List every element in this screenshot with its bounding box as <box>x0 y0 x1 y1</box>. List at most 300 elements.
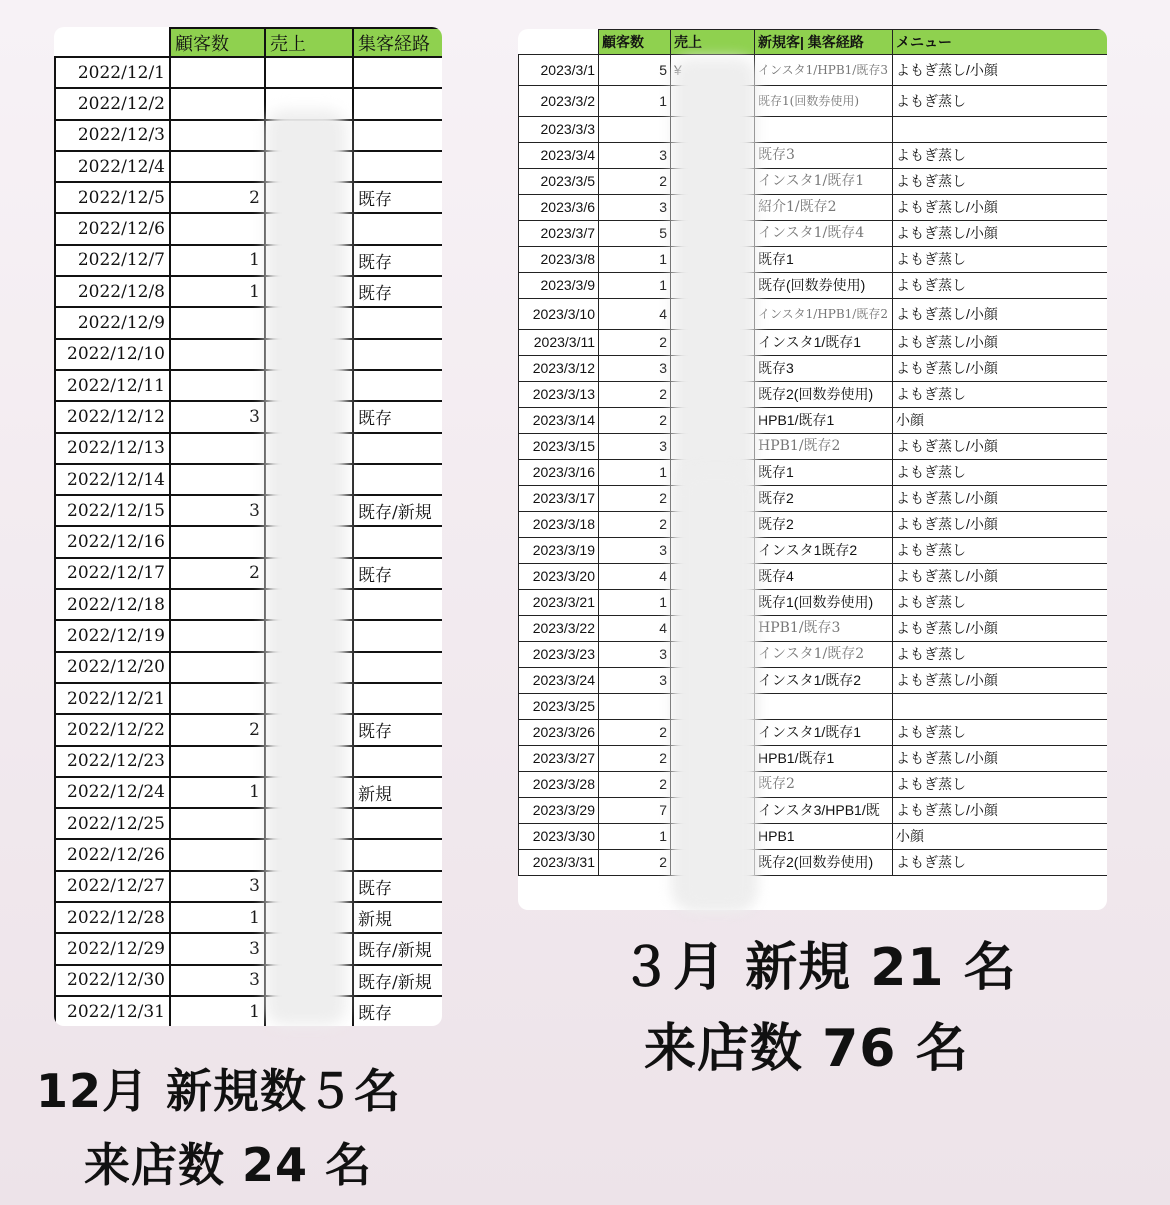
table-row <box>55 276 442 307</box>
date-cell: 2023/3/20 <box>519 564 599 590</box>
customer-count-cell: 2 <box>170 714 265 745</box>
date-cell: 2022/12/24 <box>55 777 170 808</box>
menu-cell: よもぎ蒸し <box>893 247 1108 273</box>
customer-count-cell <box>170 213 265 244</box>
acquisition-route-cell <box>353 839 442 870</box>
march-table <box>518 29 1107 876</box>
acquisition-route-cell: インスタ1/既存4 <box>755 221 893 247</box>
acquisition-route-cell: 既存3 <box>755 143 893 169</box>
menu-cell: よもぎ蒸し <box>893 382 1108 408</box>
table-row <box>55 777 442 808</box>
table-row <box>519 720 1108 746</box>
table-row <box>519 330 1108 356</box>
date-cell: 2022/12/22 <box>55 714 170 745</box>
acquisition-route-cell <box>353 57 442 88</box>
column-header: 売上 <box>265 28 353 57</box>
date-cell: 2022/12/13 <box>55 433 170 464</box>
acquisition-route-cell <box>353 307 442 338</box>
acquisition-route-cell: 既存2 <box>755 486 893 512</box>
acquisition-route-cell: インスタ1/既存1 <box>755 330 893 356</box>
date-cell: 2022/12/21 <box>55 683 170 714</box>
table-row <box>55 965 442 996</box>
customer-count-cell <box>170 151 265 182</box>
table-row <box>55 558 442 589</box>
date-cell: 2023/3/27 <box>519 746 599 772</box>
acquisition-route-cell: インスタ1/HPB1/既存3 <box>755 55 893 86</box>
date-cell: 2022/12/1 <box>55 57 170 88</box>
acquisition-route-cell: 紹介1/既存2 <box>755 195 893 221</box>
acquisition-route-cell <box>353 652 442 683</box>
customer-count-cell <box>170 620 265 651</box>
date-cell: 2022/12/9 <box>55 307 170 338</box>
table-row <box>519 221 1108 247</box>
acquisition-route-cell: HPB1/既存1 <box>755 408 893 434</box>
acquisition-route-cell <box>353 120 442 151</box>
acquisition-route-cell: 既存 <box>353 276 442 307</box>
table-row <box>55 871 442 902</box>
table-row <box>519 772 1108 798</box>
acquisition-route-cell <box>353 464 442 495</box>
customer-count-cell: 4 <box>599 564 671 590</box>
column-header: メニュー <box>893 30 1108 55</box>
menu-cell: よもぎ蒸し/小顔 <box>893 195 1108 221</box>
acquisition-route-cell <box>353 683 442 714</box>
table-row <box>519 642 1108 668</box>
customer-count-cell: 2 <box>599 330 671 356</box>
table-row <box>519 668 1108 694</box>
table-row <box>55 902 442 933</box>
column-header: 顧客数 <box>599 30 671 55</box>
date-cell: 2023/3/31 <box>519 850 599 876</box>
customer-count-cell <box>170 464 265 495</box>
customer-count-cell <box>170 433 265 464</box>
menu-cell: 小顔 <box>893 408 1108 434</box>
customer-count-cell: 1 <box>170 777 265 808</box>
table-row <box>519 408 1108 434</box>
date-cell: 2023/3/2 <box>519 86 599 117</box>
acquisition-route-cell: HPB1 <box>755 824 893 850</box>
customer-count-cell <box>170 526 265 557</box>
march-sheet <box>518 29 1107 910</box>
table-row <box>55 746 442 777</box>
header-row <box>519 30 1108 55</box>
acquisition-route-cell: 既存2(回数券使用) <box>755 382 893 408</box>
date-cell: 2023/3/12 <box>519 356 599 382</box>
customer-count-cell: 4 <box>599 616 671 642</box>
menu-cell: よもぎ蒸し <box>893 169 1108 195</box>
header-row <box>55 28 442 57</box>
menu-cell: よもぎ蒸し <box>893 143 1108 169</box>
table-row <box>55 401 442 432</box>
table-row <box>55 996 442 1026</box>
acquisition-route-cell: 既存 <box>353 401 442 432</box>
column-header: 顧客数 <box>170 28 265 57</box>
customer-count-cell: 2 <box>599 408 671 434</box>
date-cell: 2022/12/28 <box>55 902 170 933</box>
menu-cell: よもぎ蒸し/小顔 <box>893 356 1108 382</box>
date-cell: 2022/12/20 <box>55 652 170 683</box>
acquisition-route-cell <box>353 88 442 119</box>
table-row <box>55 933 442 964</box>
customer-count-cell <box>599 117 671 143</box>
table-row <box>55 808 442 839</box>
customer-count-cell: 2 <box>599 772 671 798</box>
customer-count-cell <box>170 808 265 839</box>
date-cell: 2023/3/4 <box>519 143 599 169</box>
acquisition-route-cell <box>353 151 442 182</box>
customer-count-cell: 1 <box>170 996 265 1026</box>
customer-count-cell: 2 <box>599 850 671 876</box>
date-cell: 2023/3/18 <box>519 512 599 538</box>
header-corner <box>55 28 170 57</box>
acquisition-route-cell: インスタ1/既存1 <box>755 720 893 746</box>
customer-count-cell <box>170 307 265 338</box>
table-row <box>519 512 1108 538</box>
acquisition-route-cell <box>353 620 442 651</box>
date-cell: 2022/12/12 <box>55 401 170 432</box>
menu-cell: よもぎ蒸し/小顔 <box>893 616 1108 642</box>
acquisition-route-cell <box>353 339 442 370</box>
table-row <box>519 460 1108 486</box>
acquisition-route-cell: 既存1 <box>755 247 893 273</box>
menu-cell: よもぎ蒸し/小顔 <box>893 798 1108 824</box>
table-row <box>55 495 442 526</box>
acquisition-route-cell: 既存/新規 <box>353 933 442 964</box>
date-cell: 2023/3/26 <box>519 720 599 746</box>
table-row <box>55 307 442 338</box>
menu-cell: よもぎ蒸し <box>893 86 1108 117</box>
customer-count-cell <box>170 589 265 620</box>
date-cell: 2023/3/17 <box>519 486 599 512</box>
table-row <box>55 339 442 370</box>
table-row <box>519 590 1108 616</box>
customer-count-cell: 3 <box>170 871 265 902</box>
customer-count-cell: 2 <box>599 720 671 746</box>
acquisition-route-cell: HPB1/既存3 <box>755 616 893 642</box>
acquisition-route-cell: インスタ3/HPB1/既 <box>755 798 893 824</box>
table-row <box>519 117 1108 143</box>
acquisition-route-cell: 既存 <box>353 871 442 902</box>
table-row <box>519 299 1108 330</box>
acquisition-route-cell: 新規 <box>353 902 442 933</box>
table-row <box>55 151 442 182</box>
acquisition-route-cell: 既存 <box>353 182 442 213</box>
customer-count-cell: 1 <box>599 590 671 616</box>
customer-count-cell: 1 <box>170 245 265 276</box>
customer-count-cell: 3 <box>599 195 671 221</box>
acquisition-route-cell: 既存/新規 <box>353 495 442 526</box>
date-cell: 2022/12/17 <box>55 558 170 589</box>
menu-cell: よもぎ蒸し/小顔 <box>893 512 1108 538</box>
table-row <box>519 382 1108 408</box>
acquisition-route-cell <box>755 694 893 720</box>
date-cell: 2023/3/11 <box>519 330 599 356</box>
table-row <box>519 247 1108 273</box>
table-row <box>519 486 1108 512</box>
customer-count-cell <box>170 652 265 683</box>
menu-cell: よもぎ蒸し <box>893 772 1108 798</box>
column-header: 集客経路 <box>353 28 442 57</box>
customer-count-cell: 2 <box>599 169 671 195</box>
acquisition-route-cell <box>353 808 442 839</box>
sales-cell <box>265 57 353 88</box>
customer-count-cell <box>170 683 265 714</box>
table-row <box>519 746 1108 772</box>
march-caption-new: ３月 新規 21 名 <box>620 938 1017 998</box>
table-row <box>55 652 442 683</box>
acquisition-route-cell <box>755 117 893 143</box>
acquisition-route-cell <box>353 746 442 777</box>
acquisition-route-cell: HPB1/既存1 <box>755 746 893 772</box>
menu-cell: よもぎ蒸し/小顔 <box>893 330 1108 356</box>
customer-count-cell <box>170 746 265 777</box>
menu-cell: よもぎ蒸し <box>893 460 1108 486</box>
acquisition-route-cell <box>353 526 442 557</box>
table-row <box>55 683 442 714</box>
customer-count-cell: 5 <box>599 55 671 86</box>
customer-count-cell <box>170 88 265 119</box>
date-cell: 2022/12/25 <box>55 808 170 839</box>
sales-blur-overlay <box>680 470 752 910</box>
customer-count-cell: 1 <box>170 276 265 307</box>
customer-count-cell: 7 <box>599 798 671 824</box>
customer-count-cell: 3 <box>599 434 671 460</box>
date-cell: 2023/3/15 <box>519 434 599 460</box>
date-cell: 2023/3/1 <box>519 55 599 86</box>
menu-cell: よもぎ蒸し/小顔 <box>893 746 1108 772</box>
acquisition-route-cell <box>353 589 442 620</box>
acquisition-route-cell: 既存 <box>353 996 442 1026</box>
acquisition-route-cell: 既存1 <box>755 460 893 486</box>
table-row <box>55 839 442 870</box>
table-row <box>519 850 1108 876</box>
table-row <box>519 824 1108 850</box>
date-cell: 2023/3/5 <box>519 169 599 195</box>
menu-cell: よもぎ蒸し <box>893 273 1108 299</box>
date-cell: 2022/12/7 <box>55 245 170 276</box>
december-caption-new: 12月 新規数５名 <box>36 1064 402 1118</box>
menu-cell: よもぎ蒸し/小顔 <box>893 434 1108 460</box>
customer-count-cell: 1 <box>170 902 265 933</box>
date-cell: 2022/12/16 <box>55 526 170 557</box>
table-row <box>519 55 1108 86</box>
date-cell: 2023/3/24 <box>519 668 599 694</box>
table-row <box>519 694 1108 720</box>
table-row <box>55 526 442 557</box>
date-cell: 2022/12/14 <box>55 464 170 495</box>
menu-cell <box>893 117 1108 143</box>
table-row <box>55 182 442 213</box>
acquisition-route-cell: インスタ1/既存1 <box>755 169 893 195</box>
table-row <box>55 370 442 401</box>
date-cell: 2022/12/30 <box>55 965 170 996</box>
date-cell: 2022/12/3 <box>55 120 170 151</box>
acquisition-route-cell: 既存 <box>353 245 442 276</box>
acquisition-route-cell: インスタ1/既存2 <box>755 642 893 668</box>
date-cell: 2023/3/13 <box>519 382 599 408</box>
customer-count-cell: 3 <box>599 668 671 694</box>
menu-cell: よもぎ蒸し <box>893 538 1108 564</box>
date-cell: 2023/3/23 <box>519 642 599 668</box>
acquisition-route-cell: 既存 <box>353 558 442 589</box>
acquisition-route-cell: 既存3 <box>755 356 893 382</box>
date-cell: 2022/12/2 <box>55 88 170 119</box>
customer-count-cell: 2 <box>599 382 671 408</box>
acquisition-route-cell: 既存/新規 <box>353 965 442 996</box>
table-row <box>519 273 1108 299</box>
customer-count-cell: 4 <box>599 299 671 330</box>
menu-cell: よもぎ蒸し/小顔 <box>893 221 1108 247</box>
customer-count-cell: 3 <box>599 143 671 169</box>
date-cell: 2023/3/9 <box>519 273 599 299</box>
march-caption-visits: 来店数 76 名 <box>644 1019 969 1079</box>
table-row <box>55 433 442 464</box>
date-cell: 2022/12/5 <box>55 182 170 213</box>
customer-count-cell <box>599 694 671 720</box>
date-cell: 2022/12/26 <box>55 839 170 870</box>
sales-blur-overlay <box>266 110 346 1025</box>
table-row <box>519 616 1108 642</box>
table-row <box>55 620 442 651</box>
menu-cell: よもぎ蒸し <box>893 590 1108 616</box>
customer-count-cell: 3 <box>170 495 265 526</box>
date-cell: 2022/12/8 <box>55 276 170 307</box>
customer-count-cell: 1 <box>599 824 671 850</box>
table-row <box>519 356 1108 382</box>
december-sheet <box>54 27 442 1026</box>
december-caption-visits: 来店数 24 名 <box>84 1138 373 1192</box>
customer-count-cell: 2 <box>170 558 265 589</box>
customer-count-cell: 3 <box>170 401 265 432</box>
menu-cell: よもぎ蒸し/小顔 <box>893 486 1108 512</box>
date-cell: 2023/3/3 <box>519 117 599 143</box>
acquisition-route-cell: 既存2(回数券使用) <box>755 850 893 876</box>
acquisition-route-cell: HPB1/既存2 <box>755 434 893 460</box>
column-header: 売上 <box>671 30 755 55</box>
acquisition-route-cell: 既存 <box>353 714 442 745</box>
acquisition-route-cell: インスタ1既存2 <box>755 538 893 564</box>
acquisition-route-cell: 既存2 <box>755 772 893 798</box>
table-row <box>519 195 1108 221</box>
customer-count-cell <box>170 57 265 88</box>
date-cell: 2023/3/10 <box>519 299 599 330</box>
date-cell: 2023/3/25 <box>519 694 599 720</box>
table-row <box>55 589 442 620</box>
customer-count-cell: 1 <box>599 273 671 299</box>
acquisition-route-cell: インスタ1/HPB1/既存2 <box>755 299 893 330</box>
table-row <box>519 564 1108 590</box>
table-row <box>519 434 1108 460</box>
menu-cell: 小顔 <box>893 824 1108 850</box>
table-row <box>55 88 442 119</box>
date-cell: 2023/3/30 <box>519 824 599 850</box>
customer-count-cell: 1 <box>599 86 671 117</box>
menu-cell: よもぎ蒸し/小顔 <box>893 299 1108 330</box>
date-cell: 2022/12/19 <box>55 620 170 651</box>
customer-count-cell <box>170 370 265 401</box>
menu-cell <box>893 694 1108 720</box>
menu-cell: よもぎ蒸し <box>893 642 1108 668</box>
customer-count-cell: 3 <box>170 933 265 964</box>
date-cell: 2023/3/28 <box>519 772 599 798</box>
date-cell: 2023/3/8 <box>519 247 599 273</box>
customer-count-cell: 5 <box>599 221 671 247</box>
date-cell: 2022/12/11 <box>55 370 170 401</box>
acquisition-route-cell: 既存2 <box>755 512 893 538</box>
table-row <box>519 538 1108 564</box>
acquisition-route-cell <box>353 370 442 401</box>
table-row <box>55 120 442 151</box>
acquisition-route-cell: 既存1(回数券使用) <box>755 86 893 117</box>
header-corner <box>519 30 599 55</box>
date-cell: 2023/3/6 <box>519 195 599 221</box>
column-header: 新規客| 集客経路 <box>755 30 893 55</box>
date-cell: 2022/12/31 <box>55 996 170 1026</box>
acquisition-route-cell: 既存4 <box>755 564 893 590</box>
customer-count-cell: 1 <box>599 460 671 486</box>
date-cell: 2023/3/22 <box>519 616 599 642</box>
acquisition-route-cell: 新規 <box>353 777 442 808</box>
customer-count-cell: 3 <box>599 642 671 668</box>
menu-cell: よもぎ蒸し/小顔 <box>893 668 1108 694</box>
date-cell: 2023/3/16 <box>519 460 599 486</box>
customer-count-cell: 3 <box>170 965 265 996</box>
customer-count-cell <box>170 839 265 870</box>
menu-cell: よもぎ蒸し/小顔 <box>893 564 1108 590</box>
table-row <box>519 169 1108 195</box>
date-cell: 2023/3/19 <box>519 538 599 564</box>
date-cell: 2023/3/14 <box>519 408 599 434</box>
customer-count-cell: 3 <box>599 538 671 564</box>
date-cell: 2022/12/10 <box>55 339 170 370</box>
table-row <box>55 213 442 244</box>
table-row <box>519 143 1108 169</box>
customer-count-cell: 3 <box>599 356 671 382</box>
acquisition-route-cell <box>353 433 442 464</box>
table-row <box>55 464 442 495</box>
table-row <box>519 86 1108 117</box>
date-cell: 2022/12/18 <box>55 589 170 620</box>
acquisition-route-cell <box>353 213 442 244</box>
customer-count-cell: 1 <box>599 247 671 273</box>
acquisition-route-cell: 既存1(回数券使用) <box>755 590 893 616</box>
menu-cell: よもぎ蒸し/小顔 <box>893 55 1108 86</box>
date-cell: 2022/12/23 <box>55 746 170 777</box>
acquisition-route-cell: 既存(回数券使用) <box>755 273 893 299</box>
customer-count-cell: 2 <box>599 512 671 538</box>
december-table <box>54 27 442 1026</box>
customer-count-cell: 2 <box>170 182 265 213</box>
date-cell: 2022/12/6 <box>55 213 170 244</box>
date-cell: 2023/3/29 <box>519 798 599 824</box>
table-row <box>519 798 1108 824</box>
customer-count-cell <box>170 120 265 151</box>
table-row <box>55 245 442 276</box>
customer-count-cell: 2 <box>599 486 671 512</box>
date-cell: 2022/12/4 <box>55 151 170 182</box>
date-cell: 2022/12/29 <box>55 933 170 964</box>
date-cell: 2022/12/15 <box>55 495 170 526</box>
date-cell: 2022/12/27 <box>55 871 170 902</box>
customer-count-cell <box>170 339 265 370</box>
date-cell: 2023/3/21 <box>519 590 599 616</box>
date-cell: 2023/3/7 <box>519 221 599 247</box>
acquisition-route-cell: インスタ1/既存2 <box>755 668 893 694</box>
menu-cell: よもぎ蒸し <box>893 850 1108 876</box>
menu-cell: よもぎ蒸し <box>893 720 1108 746</box>
customer-count-cell: 2 <box>599 746 671 772</box>
table-row <box>55 57 442 88</box>
